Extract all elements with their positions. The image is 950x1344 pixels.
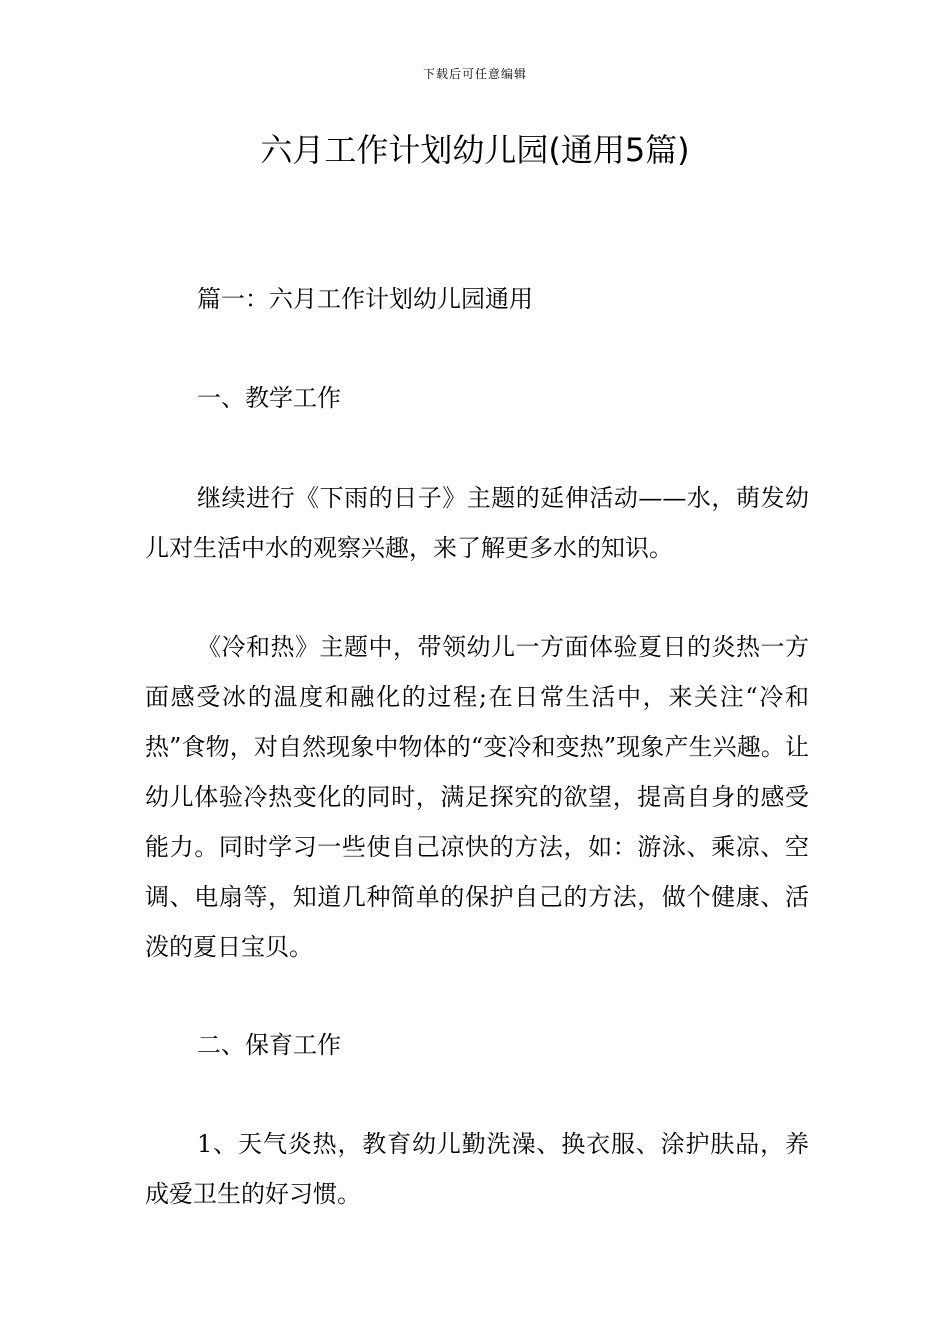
header-note: 下载后可任意编辑 (422, 67, 527, 81)
paragraph-hygiene: 1、天气炎热，教育幼儿勤洗澡、换衣服、涂护肤品，养成爱卫生的好习惯。 (145, 1130, 809, 1208)
paragraph-water-theme: 继续进行《下雨的日子》主题的延伸活动——水，萌发幼儿对生活中水的观察兴趣，来了解更多水的知识。 (145, 484, 809, 562)
heading-teaching-work: 一、教学工作 (197, 384, 341, 412)
document-title: 六月工作计划幼儿园(通用5篇) (260, 131, 690, 169)
section-title: 篇一：六月工作计划幼儿园通用 (197, 285, 533, 313)
heading-care-work: 二、保育工作 (197, 1031, 341, 1059)
paragraph-cold-hot-theme: 《冷和热》主题中，带领幼儿一方面体验夏日的炎热一方面感受冰的温度和融化的过程;在日常生活中，来关注“冷和热”食物，对自然现象中物体的“变冷和变热”现象产生兴趣。让幼儿体验冷热变化的同时，满足探究的欲望，提高自身的感受能力。同时学习一些使自己凉快的方法，如：游泳、乘凉、空调、电扇等，知道几种简单的保护自己的方法，做个健康、活泼的夏日宝贝。 (145, 633, 809, 961)
